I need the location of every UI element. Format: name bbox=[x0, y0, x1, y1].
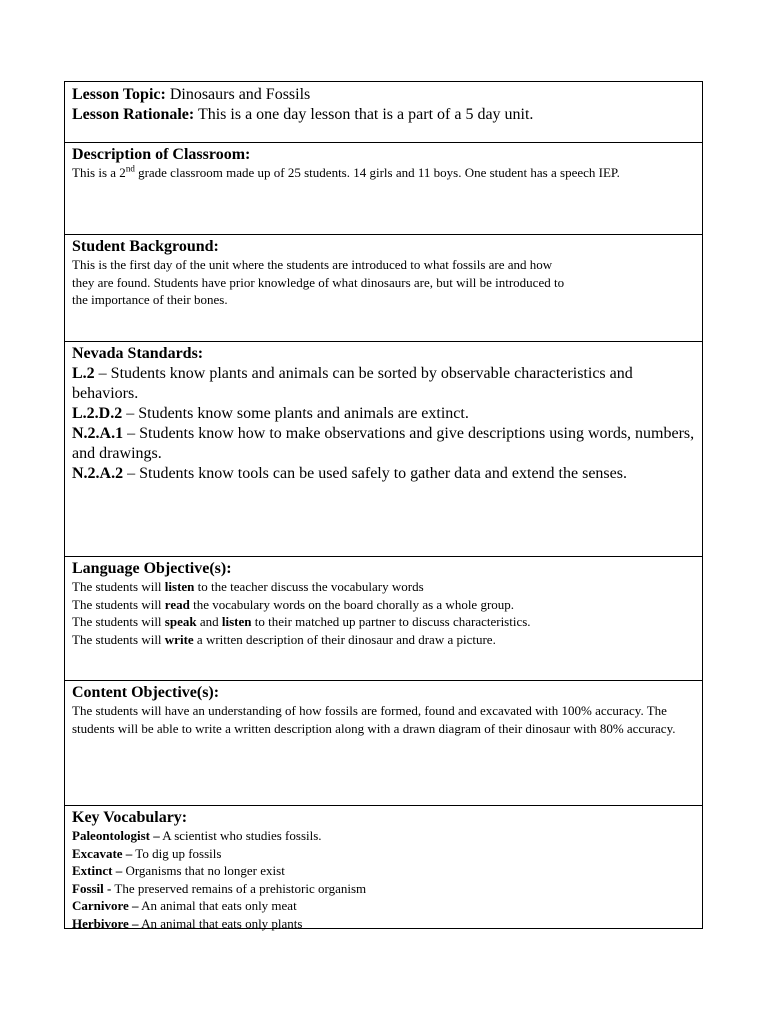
objective-text: and bbox=[196, 614, 222, 629]
classroom-ordinal-sup: nd bbox=[125, 163, 135, 174]
standards-heading: Nevada Standards: bbox=[72, 345, 204, 362]
standard-code: N.2.A.2 bbox=[72, 465, 124, 482]
objective-verb: listen bbox=[164, 579, 195, 594]
lesson-topic-section bbox=[65, 82, 702, 143]
standard-item bbox=[72, 424, 696, 464]
standard-item bbox=[72, 464, 696, 484]
standard-text: – Students know how to make observations and give descriptions using words, numbers, and drawings. bbox=[72, 425, 695, 462]
vocab-item bbox=[72, 915, 696, 933]
objective-text: The students will bbox=[72, 614, 165, 629]
content-objectives-section bbox=[65, 681, 702, 806]
classroom-section bbox=[65, 143, 702, 235]
vocab-item bbox=[72, 827, 696, 845]
standard-code: N.2.A.1 bbox=[72, 425, 124, 442]
key-vocabulary-heading: Key Vocabulary: bbox=[72, 809, 188, 826]
standards-section bbox=[65, 342, 702, 557]
content-objectives-heading: Content Objective(s): bbox=[72, 684, 220, 701]
vocab-term: Extinct – bbox=[72, 863, 123, 878]
classroom-description bbox=[72, 164, 696, 182]
lesson-rationale-line bbox=[72, 105, 696, 125]
classroom-text-after: grade classroom made up of 25 students. 14 girls and 11 boys. One student has a speech IEP. bbox=[134, 165, 620, 180]
background-heading: Student Background: bbox=[72, 238, 219, 255]
vocab-term: Carnivore – bbox=[72, 898, 139, 913]
objective-verb: read bbox=[164, 596, 190, 612]
objective-text: The students will bbox=[72, 579, 165, 594]
background-section bbox=[65, 235, 702, 342]
vocab-item bbox=[72, 897, 696, 915]
lesson-topic-value: Dinosaurs and Fossils bbox=[165, 86, 311, 103]
objective-text: to their matched up partner to discuss characteristics. bbox=[251, 614, 531, 629]
objective-text: a written description of their dinosaur and draw a picture. bbox=[193, 631, 496, 647]
language-objective-line bbox=[72, 613, 696, 631]
standard-text: – Students know tools can be used safely to gather data and extend the senses. bbox=[123, 465, 627, 482]
objective-verb: write bbox=[164, 631, 194, 647]
vocab-definition: An animal that eats only plants bbox=[138, 915, 303, 931]
vocab-item bbox=[72, 862, 696, 880]
vocab-definition: Organisms that no longer exist bbox=[122, 863, 285, 878]
vocab-term: Fossil - bbox=[72, 880, 112, 896]
language-objectives-section bbox=[65, 557, 702, 681]
objective-text: the vocabulary words on the board chorally as a whole group. bbox=[189, 596, 515, 612]
vocab-item bbox=[72, 880, 696, 898]
objective-text: The students will bbox=[72, 596, 165, 612]
standard-code: L.2 bbox=[72, 365, 95, 382]
standard-text: – Students know plants and animals can be sorted by observable characteristics and behaviors. bbox=[72, 365, 633, 402]
background-line: This is the first day of the unit where the students are introduced to what fossils are and how bbox=[72, 257, 553, 272]
lesson-rationale-value: This is a one day lesson that is a part of a 5 day unit. bbox=[194, 106, 534, 123]
standard-text: – Students know some plants and animals are extinct. bbox=[122, 405, 469, 422]
objective-verb: speak bbox=[164, 614, 197, 629]
classroom-heading: Description of Classroom: bbox=[72, 146, 251, 163]
language-objective-line bbox=[72, 578, 696, 596]
vocab-term: Excavate – bbox=[72, 845, 133, 861]
classroom-text-before: This is a 2 bbox=[72, 165, 126, 180]
key-vocabulary-section bbox=[65, 806, 702, 931]
lesson-topic-line bbox=[72, 85, 696, 105]
language-objective-line bbox=[72, 631, 696, 649]
vocab-definition: To dig up fossils bbox=[132, 845, 222, 861]
lesson-rationale-label: Lesson Rationale: bbox=[72, 106, 195, 123]
vocab-definition: A scientist who studies fossils. bbox=[159, 828, 322, 843]
background-line: the importance of their bones. bbox=[72, 292, 228, 307]
content-objectives-text: The students will have an understanding of how fossils are formed, found and excavated with 100% accuracy. The students will be able to write a written description along with a drawn diagram of their dinosaur with 80% accuracy. bbox=[72, 703, 676, 736]
language-objectives-heading: Language Objective(s): bbox=[72, 560, 232, 577]
vocab-definition: An animal that eats only meat bbox=[138, 898, 297, 913]
vocab-term: Paleontologist – bbox=[72, 828, 160, 843]
objective-verb: listen bbox=[221, 614, 252, 629]
lesson-plan-table bbox=[64, 81, 703, 929]
objective-text: The students will bbox=[72, 631, 165, 647]
vocab-definition: The preserved remains of a prehistoric organism bbox=[111, 880, 367, 896]
standard-code: L.2.D.2 bbox=[72, 405, 123, 422]
language-objective-line bbox=[72, 596, 696, 614]
vocab-item bbox=[72, 845, 696, 863]
standard-item bbox=[72, 364, 696, 404]
standard-item bbox=[72, 404, 696, 424]
background-line: they are found. Students have prior knowledge of what dinosaurs are, but will be introduced to bbox=[72, 274, 565, 290]
objective-text: to the teacher discuss the vocabulary words bbox=[194, 579, 424, 594]
vocab-term: Herbivore – bbox=[72, 915, 139, 931]
lesson-topic-label: Lesson Topic: bbox=[72, 86, 166, 103]
